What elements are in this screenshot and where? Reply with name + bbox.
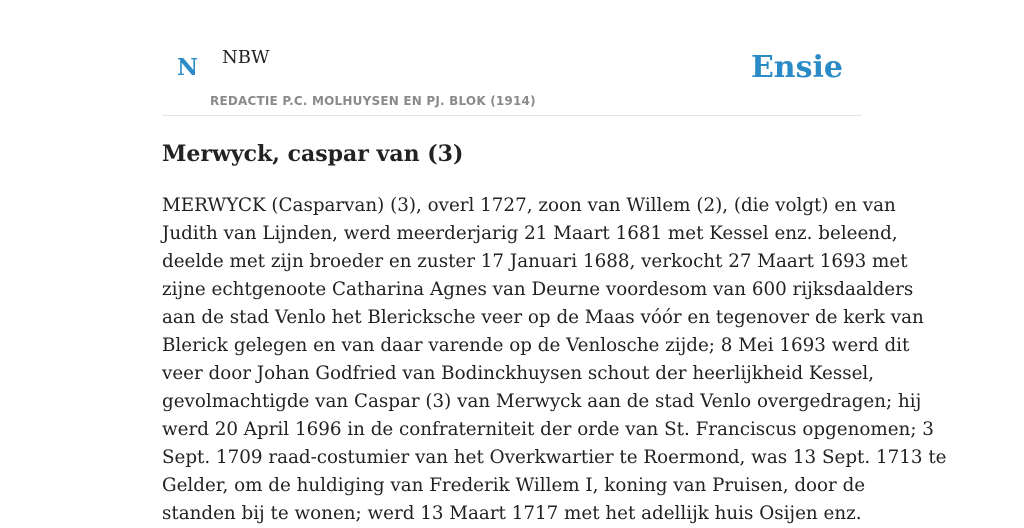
article-title: Merwyck, caspar van (3) xyxy=(162,141,464,167)
source-name[interactable]: NBW xyxy=(222,47,270,68)
source-logo[interactable]: N xyxy=(177,54,199,81)
body-line: MERWYCK (Casparvan) (3), overl 1727, zoon van Willem (2), (die volgt) en van xyxy=(162,195,896,216)
body-line: Blerick gelegen en van daar varende op de Venlosche zijde; 8 Mei 1693 werd dit xyxy=(162,335,910,356)
body-line: gevolmachtigde van Caspar (3) van Merwyck aan de stad Venlo overgedragen; hij xyxy=(162,391,922,412)
article-body xyxy=(162,192,947,528)
body-line: aan de stad Venlo het Blericksche veer op de Maas vóór en tegenover de kerk van xyxy=(162,307,924,328)
body-line: zijne echtgenoote Catharina Agnes van Deurne voordesom van 600 rijksdaalders xyxy=(162,279,914,300)
body-line: werd 20 April 1696 in de confraterniteit der orde van St. Franciscus opgenomen; 3 xyxy=(162,419,934,440)
body-line: Judith van Lijnden, werd meerderjarig 21 Maart 1681 met Kessel enz. beleend, xyxy=(162,223,898,244)
body-line: deelde met zijn broeder en zuster 17 Januari 1688, verkocht 27 Maart 1693 met xyxy=(162,251,908,272)
body-line: Gelder, om de huldiging van Frederik Willem I, koning van Pruisen, door de xyxy=(162,475,866,496)
brand-logo[interactable]: Ensie xyxy=(750,50,843,85)
body-line: Sept. 1709 raad-costumier van het Overkwartier te Roermond, was 13 Sept. 1713 te xyxy=(162,447,947,468)
page xyxy=(162,0,947,524)
body-line: veer door Johan Godfried van Bodinckhuysen schout der heerlijkheid Kessel, xyxy=(162,363,875,384)
source-subtitle: REDACTIE P.C. MOLHUYSEN EN PJ. BLOK (1914) xyxy=(210,94,536,108)
body-line: standen bij te wonen; werd 13 Maart 1717 met het adellijk huis Osijen enz. xyxy=(162,503,862,524)
site-header xyxy=(162,0,862,116)
